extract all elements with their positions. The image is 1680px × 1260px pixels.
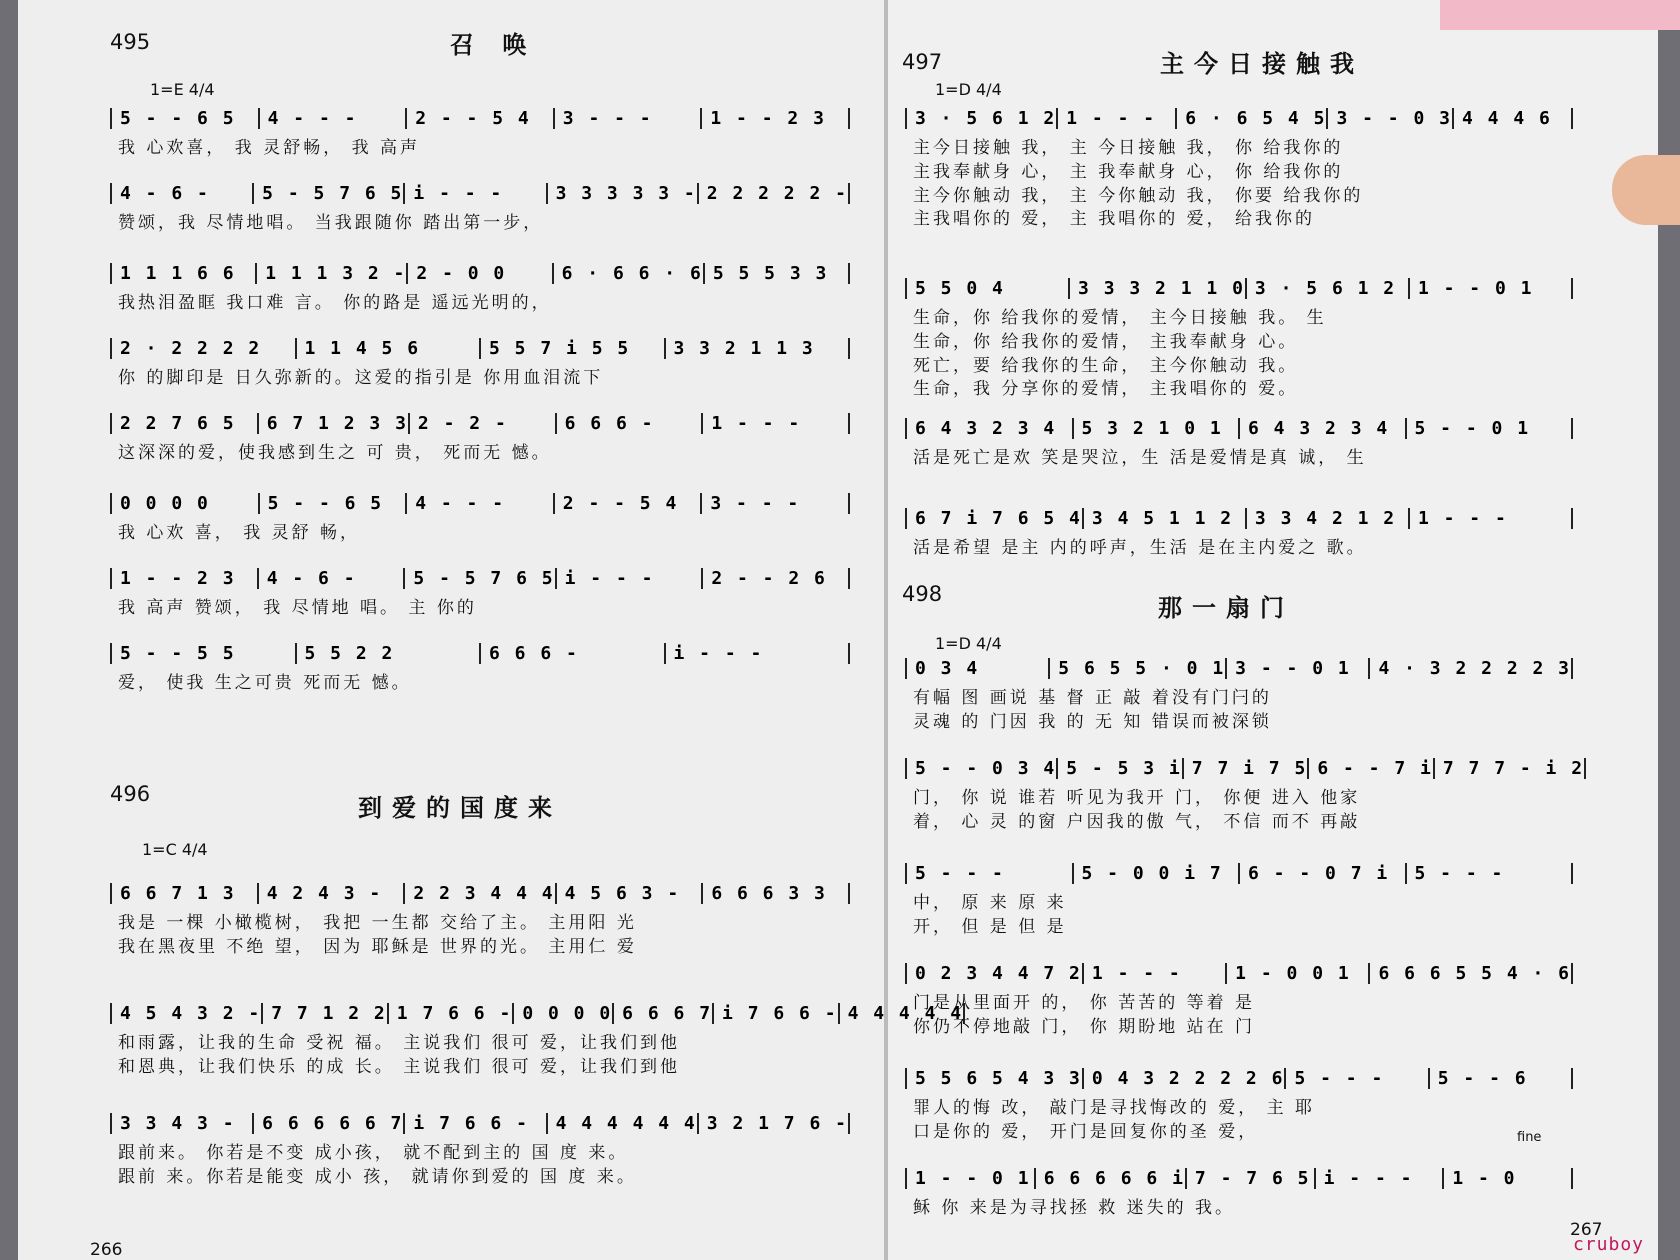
- measure: 5 - 0 0 i 7: [1072, 863, 1239, 884]
- measure: 3 3 4 3 -: [110, 1113, 252, 1134]
- measure: 5 5 2 2: [295, 643, 480, 664]
- measure: 5 - 5 3 i: [1056, 758, 1182, 779]
- lyric-line: 中， 原 来 原 来: [913, 893, 1067, 913]
- lyric-line: 我在黑夜里 不绝 望， 因为 耶稣是 世界的光。 主用仁 爱: [118, 936, 637, 957]
- lyric-line: 和恩典，让我们快乐 的成 长。 主说我们 很可 爱，让我们到他: [118, 1056, 681, 1077]
- lyric-line: 活是希望 是主 内的呼声，生活 是在主内爱之 歌。: [913, 538, 1367, 558]
- lyric-line: 我是 一棵 小橄榄树， 我把 一生都 交给了主。 主用阳 光: [118, 913, 637, 933]
- staff-line: [905, 105, 1573, 131]
- measure: i 7 6 6 -: [403, 1113, 545, 1134]
- measure: 5 - - -: [905, 863, 1072, 884]
- measure: 5 - - 6: [1428, 1068, 1573, 1089]
- measure: 4 2 4 3 -: [257, 883, 404, 904]
- lyric-line: 生命，你 给我你的爱情， 主我奉献身 心。: [913, 331, 1299, 352]
- measure: 3 2 1 7 6 -: [697, 1113, 850, 1134]
- song-title: 那一扇门: [1158, 594, 1294, 622]
- lyric-line: 我热泪盈眶 我口难 言。 你的路是 遥远光明的，: [118, 293, 552, 313]
- measure: 4 · 3 2 2 2 2 3: [1368, 658, 1573, 679]
- staff-line: [110, 565, 850, 591]
- staff-line: [110, 260, 850, 286]
- measure: 3 4 5 1 1 2: [1082, 508, 1245, 529]
- measure: 3 3 4 2 1 2: [1245, 508, 1408, 529]
- lyric-line: 主今你触动 我， 主 今你触动 我， 你要 给我你的: [913, 185, 1364, 206]
- measure: 5 5 7 i 5 5: [479, 338, 664, 359]
- page-number: 266: [90, 1240, 123, 1260]
- lyric-line: 开， 但 是 但 是: [913, 916, 1067, 937]
- measure: 2 - 0 0: [406, 263, 551, 284]
- measure: 4 5 6 3 -: [555, 883, 702, 904]
- song-number: 495: [110, 30, 151, 54]
- measure: 7 - 7 6 5: [1185, 1168, 1314, 1189]
- song-number: 496: [110, 782, 151, 806]
- measure: 2 2 3 4 4 4: [403, 883, 554, 904]
- staff-line: [110, 640, 850, 666]
- lyric-line: 和雨露，让我的生命 受祝 福。 主说我们 很可 爱，让我们到他: [118, 1033, 681, 1053]
- measure: 3 - - -: [553, 108, 701, 129]
- measure: 1 - - 0 1: [905, 1168, 1034, 1189]
- measure: i 7 6 6 -: [712, 1003, 838, 1024]
- measure: 1 - - 2 3: [110, 568, 257, 589]
- song-title: 召 唤: [450, 31, 537, 59]
- lyric-line: 门是从里面开 的， 你 苦苦的 等着 是: [913, 993, 1256, 1013]
- lyric-line: 跟前 来。你若是能变 成小 孩， 就请你到爱的 国 度 来。: [118, 1166, 637, 1187]
- lyric-line: 活是死亡是欢 笑是哭泣，生 活是爱情是真 诚， 生: [913, 448, 1367, 468]
- lyric-line: 我 心欢 喜， 我 灵舒 畅，: [118, 523, 361, 543]
- measure: 4 4 4 4 4 4: [546, 1113, 697, 1134]
- measure: 4 4 4 4 4: [838, 1003, 966, 1024]
- measure: 3 - - 0 1: [1225, 658, 1368, 679]
- staff-line: [905, 860, 1573, 886]
- staff-line: [905, 1065, 1573, 1091]
- lyric-line: 你 的脚印是 日久弥新的。这爱的指引是 你用血泪流下: [118, 368, 604, 388]
- lyric-line: 稣 你 来是为寻找拯 救 迷失的 我。: [913, 1198, 1236, 1218]
- song-number: 497: [902, 50, 943, 74]
- staff-line: [110, 1110, 850, 1136]
- measure: 1 - - -: [1056, 108, 1175, 129]
- measure: 5 - - 0 3 4: [905, 758, 1056, 779]
- measure: 7 7 7 - i 2: [1433, 758, 1586, 779]
- staff-line: [110, 1000, 964, 1026]
- measure: i - - -: [403, 183, 545, 204]
- staff-line: [110, 105, 850, 131]
- measure: 5 6 5 5 · 0 1: [1048, 658, 1225, 679]
- measure: 2 2 2 2 2 -: [697, 183, 850, 204]
- measure: i - - -: [664, 643, 851, 664]
- lyric-line: 生命，我 分享你的爱情， 主我唱你的 爱。: [913, 379, 1299, 400]
- measure: 5 - 5 7 6 5: [252, 183, 403, 204]
- key-signature: 1=D 4/4: [935, 80, 1002, 99]
- staff-line: [110, 490, 850, 516]
- measure: 6 6 6 7: [612, 1003, 712, 1024]
- measure: 5 - - 6 5: [258, 493, 406, 514]
- measure: 1 - - 2 3: [700, 108, 850, 129]
- song-title: 主今日接触我: [1160, 50, 1364, 78]
- page-number: 267: [1570, 1220, 1603, 1240]
- background-corner: [1440, 0, 1680, 30]
- measure: 1 1 1 6 6: [110, 263, 255, 284]
- measure: 3 · 5 6 1 2: [1245, 278, 1408, 299]
- measure: 6 7 i 7 6 5 4: [905, 508, 1082, 529]
- lyric-line: 有幅 图 画说 基 督 正 敲 着没有门闩的: [913, 688, 1272, 708]
- measure: 1 1 1 3 2 -: [255, 263, 406, 284]
- song-number: 498: [902, 582, 943, 606]
- measure: 2 - - 5 4: [405, 108, 553, 129]
- measure: i - - -: [1314, 1168, 1443, 1189]
- measure: 2 - 2 -: [408, 413, 555, 434]
- measure: i - - -: [555, 568, 702, 589]
- lyric-line: 灵魂 的 门因 我 的 无 知 错误而被深锁: [913, 711, 1272, 732]
- measure: 0 0 0 0: [512, 1003, 612, 1024]
- measure: 0 0 0 0: [110, 493, 258, 514]
- measure: 4 - 6 -: [257, 568, 404, 589]
- lyric-line: 你仍不停地敲 门， 你 期盼地 站在 门: [913, 1016, 1256, 1037]
- measure: 5 5 6 5 4 3 3: [905, 1068, 1082, 1089]
- measure: 1 - - -: [1082, 963, 1225, 984]
- measure: 1 - - 0 1: [1408, 278, 1573, 299]
- measure: 3 - - 0 3: [1326, 108, 1452, 129]
- measure: 5 - - -: [1405, 863, 1574, 884]
- measure: 5 5 0 4: [905, 278, 1068, 299]
- measure: 3 - - -: [700, 493, 850, 514]
- lyric-line: 主今日接触 我， 主 今日接触 我， 你 给我你的: [913, 138, 1344, 158]
- measure: 1 - - -: [1408, 508, 1573, 529]
- thumb: [1612, 155, 1680, 225]
- measure: 4 - - -: [258, 108, 406, 129]
- measure: 2 - - 5 4: [553, 493, 701, 514]
- measure: 6 6 6 5 5 4 · 6: [1368, 963, 1573, 984]
- measure: 0 4 3 2 2 2 2 6: [1082, 1068, 1285, 1089]
- measure: 6 4 3 2 3 4: [905, 418, 1072, 439]
- measure: 6 · 6 5 4 5: [1175, 108, 1326, 129]
- measure: 1 - 0 0 1: [1225, 963, 1368, 984]
- measure: 6 4 3 2 3 4: [1238, 418, 1405, 439]
- measure: 3 · 5 6 1 2: [905, 108, 1056, 129]
- measure: 6 6 6 -: [479, 643, 664, 664]
- measure: 2 2 7 6 5: [110, 413, 257, 434]
- measure: 6 - - 0 7 i: [1238, 863, 1405, 884]
- measure: 3 3 2 1 1 3: [664, 338, 851, 359]
- lyric-line: 主我唱你的 爱， 主 我唱你的 爱， 给我你的: [913, 209, 1316, 230]
- staff-line: [905, 415, 1573, 441]
- key-signature: 1=C 4/4: [142, 840, 208, 859]
- lyric-line: 主我奉献身 心， 主 我奉献身 心， 你 给我你的: [913, 161, 1344, 182]
- measure: 5 3 2 1 0 1: [1072, 418, 1239, 439]
- staff-line: [905, 655, 1573, 681]
- measure: 3 3 3 3 3 -: [546, 183, 697, 204]
- lyric-line: 这深深的爱，使我感到生之 可 贵， 死而无 憾。: [118, 443, 552, 463]
- measure: 7 7 i 7 5: [1182, 758, 1308, 779]
- measure: 6 - - 7 i: [1307, 758, 1433, 779]
- measure: 5 - 5 7 6 5: [403, 568, 554, 589]
- key-signature: 1=E 4/4: [150, 80, 215, 99]
- lyric-line: 跟前来。 你若是不变 成小孩， 就不配到主的 国 度 来。: [118, 1143, 629, 1163]
- measure: 2 · 2 2 2 2: [110, 338, 295, 359]
- measure: 4 - 6 -: [110, 183, 252, 204]
- lyric-line: 赞颂，我 尽情地唱。 当我跟随你 踏出第一步，: [118, 213, 544, 233]
- staff-line: [905, 505, 1573, 531]
- measure: 6 6 6 6 6 i: [1034, 1168, 1185, 1189]
- lyric-line: 我 心欢喜， 我 灵舒畅， 我 高声: [118, 138, 421, 158]
- measure: 7 7 1 2 2: [261, 1003, 387, 1024]
- measure: 3 3 3 2 1 1 0: [1068, 278, 1245, 299]
- lyric-line: 爱， 使我 生之可贵 死而无 憾。: [118, 673, 412, 693]
- measure: 5 - - -: [1284, 1068, 1427, 1089]
- lyric-line: 口是你的 爱， 开门是回复你的圣 爱，: [913, 1121, 1259, 1142]
- staff-line: [110, 335, 850, 361]
- measure: 0 3 4: [905, 658, 1048, 679]
- measure: 2 - - 2 6: [701, 568, 850, 589]
- staff-line: [905, 755, 1585, 781]
- measure: 6 · 6 6 · 6: [552, 263, 703, 284]
- staff-line: [110, 180, 850, 206]
- measure: 6 6 7 1 3: [110, 883, 257, 904]
- measure: 6 6 6 6 6 7: [252, 1113, 403, 1134]
- measure: 5 - - 0 1: [1405, 418, 1574, 439]
- measure: 4 4 4 6: [1452, 108, 1573, 129]
- lyric-line: 我 高声 赞颂， 我 尽情地 唱。 主 你的: [118, 598, 477, 618]
- measure: 6 6 6 3 3: [701, 883, 850, 904]
- lyric-line: 着， 心 灵 的窗 户因我的傲 气， 不信 而不 再敲: [913, 811, 1361, 832]
- measure: 4 5 4 3 2 -: [110, 1003, 261, 1024]
- watermark: cruboy: [1573, 1234, 1645, 1255]
- measure: 5 - - 6 5: [110, 108, 258, 129]
- lyric-line: 死亡，要 给我你的生命， 主今你触动 我。: [913, 355, 1299, 376]
- staff-line: [110, 880, 850, 906]
- song-title: 到爱的国度来: [358, 794, 562, 822]
- measure: 1 1 4 5 6: [295, 338, 480, 359]
- measure: 1 - 0: [1442, 1168, 1573, 1189]
- staff-line: [905, 1165, 1573, 1191]
- staff-line: [110, 410, 850, 436]
- measure: 0 2 3 4 4 7 2: [905, 963, 1082, 984]
- measure: 5 - - 5 5: [110, 643, 295, 664]
- measure: 1 7 6 6 -: [387, 1003, 513, 1024]
- measure: 4 - - -: [405, 493, 553, 514]
- measure: 5 5 5 3 3: [703, 263, 850, 284]
- fine-label: fine: [1517, 1130, 1542, 1145]
- measure: 1 - - -: [701, 413, 850, 434]
- measure: 6 7 1 2 3 3: [257, 413, 408, 434]
- lyric-line: 门， 你 说 谁若 听见为我开 门， 你便 进入 他家: [913, 788, 1361, 808]
- staff-line: [905, 275, 1573, 301]
- key-signature: 1=D 4/4: [935, 634, 1002, 653]
- measure: 6 6 6 -: [555, 413, 702, 434]
- lyric-line: 罪人的悔 改， 敲门是寻找悔改的 爱， 主 耶: [913, 1098, 1316, 1118]
- staff-line: [905, 960, 1573, 986]
- lyric-line: 生命，你 给我你的爱情， 主今日接触 我。 生: [913, 308, 1327, 328]
